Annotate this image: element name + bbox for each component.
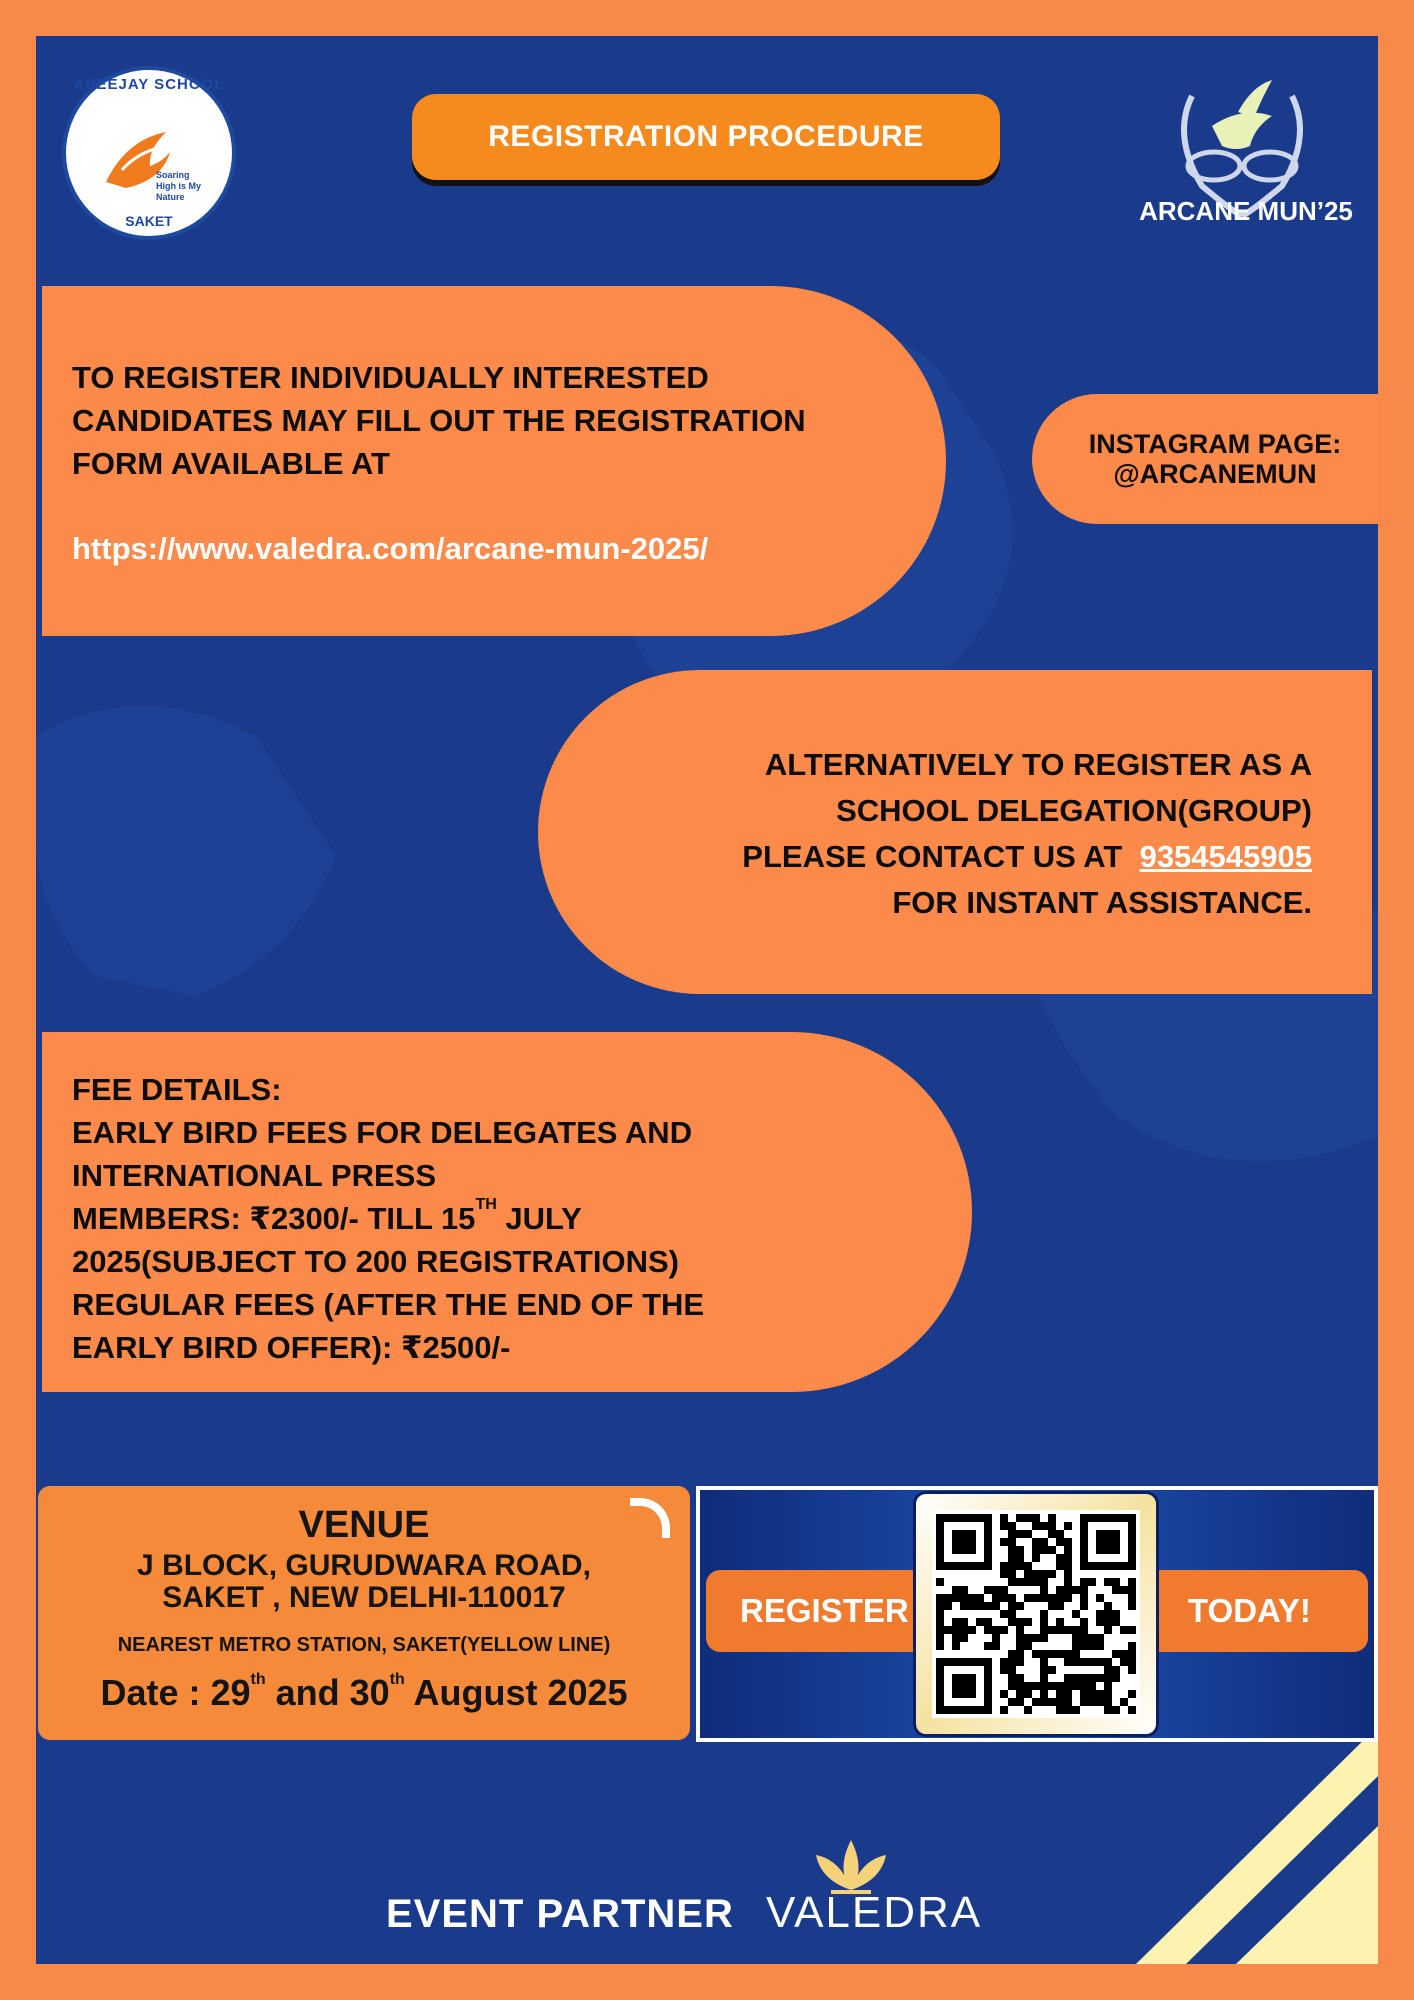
register-panel	[696, 1486, 1378, 1742]
qr-code-icon	[916, 1494, 1156, 1734]
fee-line: MEMBERS: ₹2300/- TILL 15	[72, 1201, 476, 1236]
instagram-handle[interactable]: @ARCANEMUN	[1113, 459, 1317, 489]
event-partner-label: EVENT PARTNER	[386, 1892, 734, 1936]
fee-heading: FEE DETAILS:	[72, 1072, 282, 1107]
fee-line: JULY	[496, 1201, 582, 1236]
fee-line: INTERNATIONAL PRESS	[72, 1158, 436, 1193]
group-registration-card	[538, 670, 1372, 994]
fee-line: REGULAR FEES (AFTER THE END OF THE	[72, 1287, 705, 1322]
venue-address	[38, 1550, 690, 1614]
individual-registration-card	[42, 286, 946, 636]
fee-line: EARLY BIRD OFFER): ₹2500/-	[72, 1330, 511, 1365]
group-line-3: PLEASE CONTACT US AT	[742, 839, 1123, 874]
instagram-label: INSTAGRAM PAGE:	[1088, 429, 1342, 459]
group-line-2: SCHOOL DELEGATION(GROUP)	[836, 793, 1312, 828]
poster	[36, 36, 1378, 1964]
date-superscript: th	[389, 1671, 405, 1688]
school-name: APEEJAY SCHOOL	[73, 76, 225, 93]
today-label: TODAY!	[1148, 1570, 1368, 1652]
school-tagline: Soaring High is My Nature	[156, 170, 202, 202]
venue-title: VENUE	[298, 1504, 430, 1546]
bird-icon	[66, 70, 232, 236]
registration-link[interactable]: https://www.valedra.com/arcane-mun-2025/	[72, 531, 709, 566]
group-line-4: FOR INSTANT ASSISTANCE.	[892, 885, 1312, 920]
page-title: REGISTRATION PROCEDURE	[412, 94, 1000, 180]
event-date	[38, 1672, 690, 1714]
fee-line: EARLY BIRD FEES FOR DELEGATES AND	[72, 1115, 693, 1150]
date-superscript: th	[250, 1671, 266, 1688]
date-text: August 2025	[404, 1672, 628, 1713]
instagram-card	[1032, 394, 1378, 524]
partner-name: VALEDRA	[766, 1888, 983, 1937]
fee-details-card	[42, 1032, 972, 1392]
date-text: and 30	[265, 1672, 390, 1713]
school-place: SAKET	[125, 213, 173, 229]
laurel-dove-icon	[1142, 66, 1342, 256]
venue-address-line: J BLOCK, GURUDWARA ROAD,	[137, 1549, 591, 1582]
date-text: Date : 29	[100, 1672, 251, 1713]
individual-registration-text: TO REGISTER INDIVIDUALLY INTERESTED CANDIDATES MAY FILL OUT THE REGISTRATION FORM AVAILABLE AT	[72, 360, 806, 481]
school-logo	[62, 66, 236, 240]
group-line-1: ALTERNATIVELY TO REGISTER AS A	[764, 747, 1312, 782]
venue-address-line: SAKET , NEW DELHI-110017	[162, 1581, 566, 1614]
venue-metro: NEAREST METRO STATION, SAKET(YELLOW LINE)	[117, 1634, 611, 1656]
qr-code[interactable]	[916, 1494, 1156, 1734]
venue-card	[38, 1486, 690, 1740]
event-logo-text: ARCANE MUN’25	[1139, 196, 1353, 226]
contact-phone-link[interactable]: 9354545905	[1139, 839, 1312, 874]
fee-superscript: TH	[475, 1196, 497, 1213]
fee-line: 2025(SUBJECT TO 200 REGISTRATIONS)	[72, 1244, 679, 1279]
register-label: REGISTER	[706, 1570, 956, 1652]
